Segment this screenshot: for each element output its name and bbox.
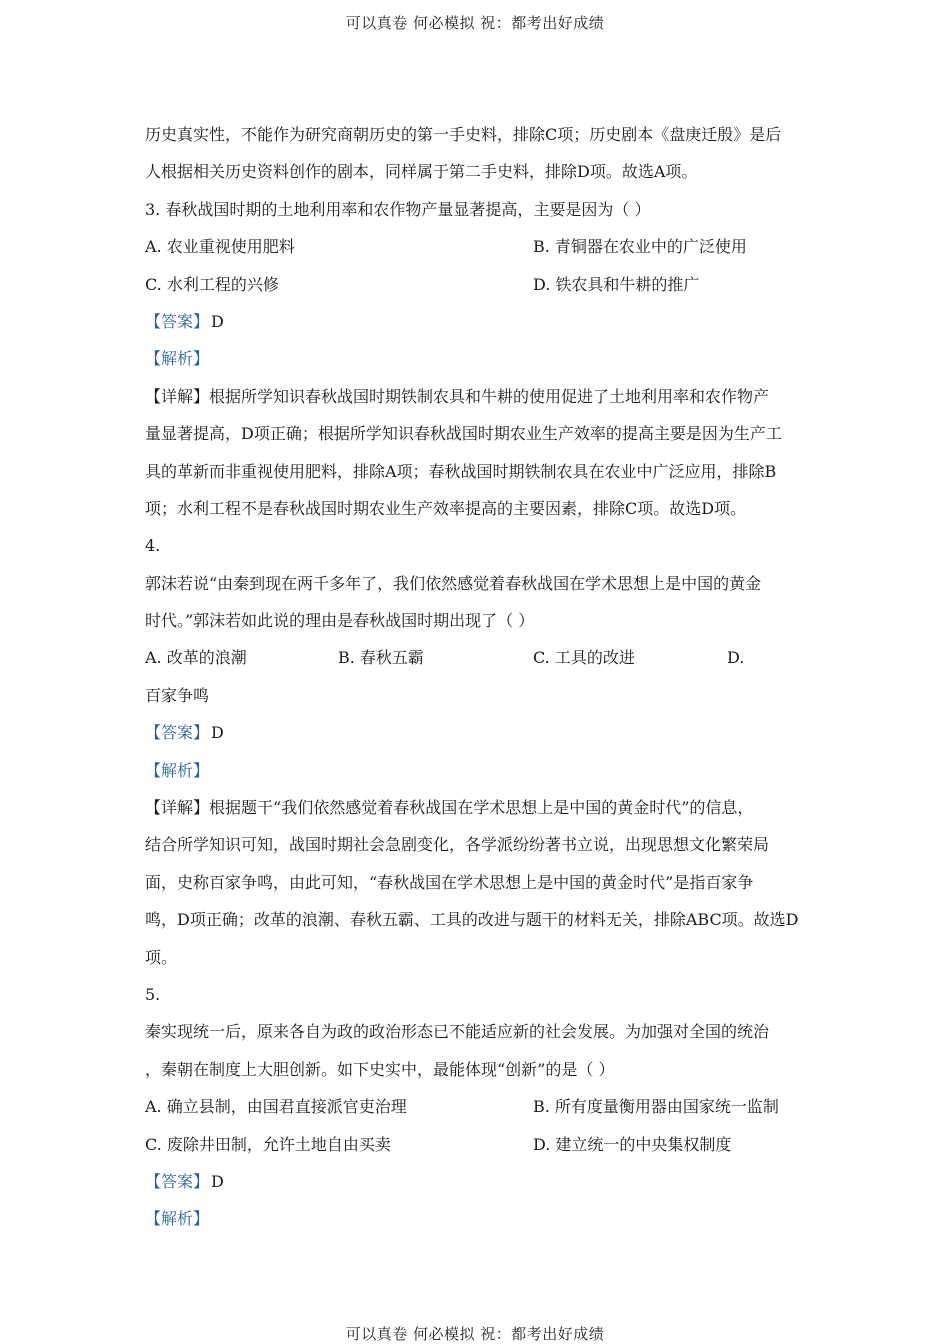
q3-options-row-1 [145,228,810,265]
q5-stem-line-1: 秦实现统一后，原来各自为政的政治形态已不能适应新的社会发展。为加强对全国的统治 [145,1022,770,1042]
q5-number: 5. [145,984,161,1004]
q5-analysis [145,1200,810,1237]
q5-option-d: D. 建立统一的中央集权制度 [533,1134,732,1154]
q4-option-b: B. 春秋五霸 [338,648,424,668]
q3-answer [145,303,810,340]
analysis-label: 【解析】 [145,349,210,369]
detail-label: 【详解】 [145,798,210,818]
q4-detail-line-5: 项。 [145,947,178,967]
page-footer: 可以真卷 何必模拟 祝：都考出好成绩 [345,1325,605,1343]
q4-stem-line-1: 郭沫若说“由秦到现在两千多年了，我们依然感觉着春秋战国在学术思想上是中国的黄金 [145,573,762,593]
q4-detail-line-4: 鸣，D项正确；改革的浪潮、春秋五霸、工具的改进与题干的材料无关，排除ABC项。故选D [145,910,799,930]
q5-stem-line-2: ，秦朝在制度上大胆创新。如下史实中，最能体现“创新”的是（ ） [145,1059,615,1079]
detail-label: 【详解】 [145,386,210,406]
answer-label: 【答案】 [145,311,210,331]
q4-options-row [145,639,810,676]
q5-option-b: B. 所有度量衡用器由国家统一监制 [533,1097,779,1117]
q3-detail-line-1 [145,378,810,415]
q4-option-d-text: 百家争鸣 [145,685,210,705]
q5-options-row-2 [145,1126,810,1163]
q4-option-d: D. [727,648,745,668]
q4-stem-line-2: 时代。”郭沫若如此说的理由是春秋战国时期出现了（ ） [145,611,535,631]
q3-option-a: A. 农业重视使用肥料 [145,237,295,257]
q3-stem: 3. 春秋战国时期的土地利用率和农作物产量显著提高，主要是因为（ ） [145,199,651,219]
q3-analysis [145,340,810,377]
page-header: 可以真卷 何必模拟 祝：都考出好成绩 [345,14,605,32]
q3-option-d: D. 铁农具和牛耕的推广 [533,274,700,294]
q4-answer-value: D [211,723,224,743]
q5-option-c: C. 废除井田制，允许土地自由买卖 [145,1134,391,1154]
q3-option-c: C. 水利工程的兴修 [145,274,279,294]
q4-number: 4. [145,536,161,556]
q4-detail-line-2: 结合所学知识可知，战国时期社会急剧变化，各学派纷纷著书立说，出现思想文化繁荣局 [145,835,770,855]
q4-analysis [145,752,810,789]
intro-line-2: 人根据相关历史资料创作的剧本，同样属于第二手史料，排除D项。故选A项。 [145,162,698,182]
intro-line-1: 历史真实性，不能作为研究商朝历史的第一手史料，排除C项；历史剧本《盘庚迁殷》是后 [145,125,782,144]
q4-detail-text-1: 根据题干“我们依然感觉着春秋战国在学术思想上是中国的黄金时代”的信息， [209,798,754,818]
q3-answer-value: D [211,311,224,331]
q5-answer-value: D [211,1171,224,1191]
answer-label: 【答案】 [145,1171,210,1191]
q3-detail-line-4: 项；水利工程不是春秋战国时期农业生产效率提高的主要因素，排除C项。故选D项。 [145,498,747,518]
q5-options-row-1 [145,1088,810,1125]
q4-detail-line-3: 面，史称百家争鸣，由此可知，“春秋战国在学术思想上是中国的黄金时代”是指百家争 [145,872,754,892]
analysis-label: 【解析】 [145,760,210,780]
analysis-label: 【解析】 [145,1209,210,1229]
document-body [145,116,810,1238]
q3-detail-text-1: 根据所学知识春秋战国时期铁制农具和牛耕的使用促进了土地利用率和农作物产 [209,386,770,406]
q3-detail-line-3: 具的革新而非重视使用肥料，排除A项；春秋战国时期铁制农具在农业中广泛应用，排除B [145,461,777,481]
q3-detail-line-2: 量显著提高，D项正确；根据所学知识春秋战国时期农业生产效率的提高主要是因为生产工 [145,424,782,444]
q5-option-a: A. 确立县制，由国君直接派官吏治理 [145,1097,407,1117]
q4-option-c: C. 工具的改进 [533,648,635,668]
q4-detail-line-1 [145,789,810,826]
q5-answer [145,1163,810,1200]
q4-answer [145,714,810,751]
q3-options-row-2 [145,266,810,303]
q3-option-b: B. 青铜器在农业中的广泛使用 [533,237,747,257]
q4-option-a: A. 改革的浪潮 [145,648,247,668]
answer-label: 【答案】 [145,723,210,743]
